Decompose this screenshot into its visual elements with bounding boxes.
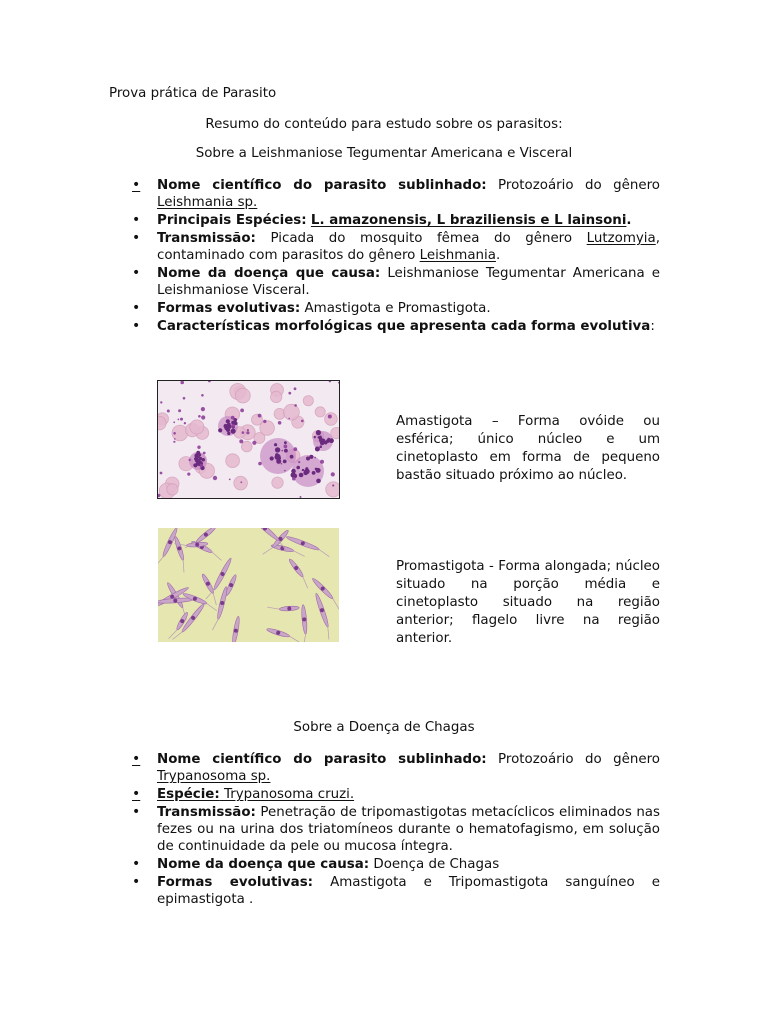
parasite-dot <box>160 472 163 475</box>
parasite-dot <box>173 441 175 443</box>
item-label: Formas evolutivas: <box>157 301 301 316</box>
bullet-icon: • <box>132 751 141 767</box>
list-item <box>130 318 660 335</box>
parasite-dot <box>173 421 175 423</box>
item-label: Características morfológicas que apresenta cada forma evolutiva <box>157 319 651 334</box>
amastigote-dot <box>194 458 197 461</box>
item-text: . <box>495 248 501 263</box>
parasite-dot <box>201 415 205 419</box>
item-label: Espécie: <box>157 787 220 802</box>
red-blood-cell <box>260 421 275 436</box>
parasite-dot <box>320 460 324 464</box>
item-text: Doença de Chagas <box>369 857 500 872</box>
parasite-dot <box>278 421 282 425</box>
parasite-dot <box>184 422 186 424</box>
document-title: Prova prática de Parasito <box>109 86 277 101</box>
item-label: Nome científico do parasito sublinhado: <box>157 752 487 767</box>
amastigote-dot <box>231 429 236 434</box>
parasite-dot <box>231 424 235 428</box>
amastigote-dot <box>319 437 322 440</box>
parasite-dot <box>292 477 296 481</box>
parasite-dot <box>284 470 286 472</box>
bullet-icon: • <box>132 300 141 316</box>
list-item <box>130 751 660 785</box>
parasite-dot <box>332 484 334 486</box>
item-label: Nome da doença que causa: <box>157 266 381 281</box>
parasite-dot <box>200 464 203 467</box>
parasite-dot <box>239 439 243 443</box>
parasite-dot <box>178 409 181 412</box>
red-blood-cell <box>272 477 283 488</box>
parasite-dot <box>201 394 204 397</box>
amastigote-dot <box>270 456 274 460</box>
item-text: , contaminado com parasitos do gênero <box>157 231 660 263</box>
amastigote-dot <box>314 436 316 438</box>
item-underlined: Leishmania <box>419 248 496 263</box>
amastigote-dot <box>299 473 304 478</box>
item-underlined: Lutzomyia <box>586 231 656 246</box>
parasite-dot <box>331 472 335 476</box>
parasite-dot <box>328 415 332 419</box>
parasite-dot <box>160 401 162 403</box>
parasite-dot <box>298 461 300 463</box>
red-blood-cell <box>242 441 253 452</box>
parasite-dot <box>197 446 200 449</box>
red-blood-cell <box>226 454 240 468</box>
red-blood-cell <box>284 404 300 420</box>
red-blood-cell <box>326 482 339 497</box>
parasite-dot <box>263 420 266 423</box>
parasite-dot <box>258 462 262 466</box>
list-item <box>130 804 660 855</box>
item-suffix: . <box>626 213 632 228</box>
parasite-dot <box>284 445 288 449</box>
red-blood-cell <box>234 476 248 490</box>
amastigote-dot <box>296 466 300 470</box>
parasite-dot <box>240 409 244 413</box>
list-item <box>130 300 660 317</box>
amastigote-dot <box>306 457 310 461</box>
amastigote-dot <box>196 460 200 464</box>
amastigote-dot <box>305 467 308 470</box>
list-item <box>130 265 660 299</box>
bullet-icon: • <box>132 874 141 890</box>
item-label: Transmissão: <box>157 231 256 246</box>
item-text: Protozoário do gênero <box>486 178 660 193</box>
red-blood-cell <box>236 388 251 403</box>
parasite-dot <box>293 447 297 451</box>
leishmaniose-list <box>130 177 660 336</box>
amastigote-dot <box>319 445 322 448</box>
parasite-dot <box>203 452 206 455</box>
parasite-dot <box>314 457 316 459</box>
parasite-dot <box>288 392 291 395</box>
red-blood-cell <box>325 413 338 426</box>
parasite-dot <box>167 410 170 413</box>
amastigote-dot <box>226 419 230 423</box>
parasite-dot <box>183 397 186 400</box>
list-item <box>130 212 660 229</box>
item-text: Amastigota e Tripomastigota sanguíneo e epimastigota . <box>157 875 660 907</box>
amastigote-dot <box>317 469 320 472</box>
chagas-list <box>130 751 660 909</box>
parasite-dot <box>252 441 256 445</box>
bullet-icon: • <box>132 318 141 334</box>
amastigota-micrograph <box>157 380 340 499</box>
item-text: Penetração de tripomastigotas metacíclicos eliminados nas fezes ou na urina dos triatomíneos durante o hematofagismo, em solução de continuidade da pele ou mucosa íntegra. <box>157 805 660 854</box>
list-item <box>130 230 660 264</box>
promastigota-micrograph <box>158 528 339 642</box>
parasite-dot <box>189 459 191 461</box>
red-blood-cell <box>190 420 204 434</box>
parasite-dot <box>242 431 245 434</box>
amastigote-dot <box>193 463 197 467</box>
bullet-icon: • <box>132 856 141 872</box>
parasite-dot <box>247 429 249 431</box>
parasite-dot <box>178 419 180 421</box>
amastigote-dot <box>316 479 321 484</box>
item-text: Protozoário do gênero <box>486 752 660 767</box>
amastigote-dot <box>316 430 321 435</box>
red-blood-cell <box>303 396 313 406</box>
amastigote-dot <box>315 447 320 452</box>
amastigote-dot <box>327 438 330 441</box>
red-blood-cell <box>271 391 282 402</box>
parasite-dot <box>258 414 262 418</box>
item-label: Nome da doença que causa: <box>157 857 370 872</box>
parasite-dot <box>187 473 190 476</box>
parasite-dot <box>294 387 297 390</box>
list-item <box>130 786 660 803</box>
amastigote-dot <box>315 468 318 471</box>
item-underlined: Trypanosoma sp. <box>157 769 271 784</box>
parasite-dot <box>301 420 304 423</box>
promastigota-stain-illustration <box>158 528 339 642</box>
item-label: Principais Espécies: <box>157 213 307 228</box>
parasite-dot <box>201 407 205 411</box>
item-underlined: Trypanosoma cruzi. <box>224 787 355 802</box>
list-item <box>130 177 660 211</box>
amastigote-dot <box>196 454 200 458</box>
parasite-dot <box>281 463 283 465</box>
parasite-dot <box>173 432 176 435</box>
list-item <box>130 856 660 873</box>
bullet-icon: • <box>132 786 141 802</box>
item-label: Nome científico do parasito sublinhado: <box>157 178 487 193</box>
item-suffix: : <box>650 319 655 334</box>
bullet-icon: • <box>132 212 141 228</box>
amastigote-dot <box>312 471 316 475</box>
parasite-dot <box>231 416 235 420</box>
amastigote-dot <box>224 424 228 428</box>
amastigote-dot <box>303 471 308 476</box>
amastigote-dot <box>199 457 202 460</box>
parasite-dot <box>278 463 280 465</box>
bullet-icon: • <box>132 230 141 246</box>
amastigote-dot <box>283 460 287 464</box>
parasite-dot <box>288 418 290 420</box>
item-text: Amastigota e Promastigota. <box>300 301 491 316</box>
parasite-dot <box>229 479 231 481</box>
bullet-icon: • <box>132 265 141 281</box>
item-label: Formas evolutivas: <box>157 875 314 890</box>
parasite-dot <box>281 450 283 452</box>
parasite-dot <box>180 418 183 421</box>
parasite-dot <box>300 496 302 498</box>
parasite-dot <box>198 415 201 418</box>
bullet-icon: • <box>132 804 141 820</box>
amastigote-dot <box>290 455 294 459</box>
item-label: Transmissão: <box>157 805 256 820</box>
bullet-icon: • <box>132 177 141 193</box>
amastigote-dot <box>275 447 280 452</box>
item-text: Leishmaniose Tegumentar Americana e Leishmaniose Visceral. <box>157 266 660 298</box>
red-blood-cell <box>315 407 325 417</box>
amastigota-stain-illustration <box>158 381 339 498</box>
document-subtitle: Resumo do conteúdo para estudo sobre os parasitos: <box>205 117 563 132</box>
list-item <box>130 874 660 908</box>
item-underlined: L. amazonensis, L braziliensis e L lainsoni <box>310 213 627 228</box>
amastigote-dot <box>276 454 280 458</box>
amastigote-dot <box>218 428 222 432</box>
amastigota-description: Amastigota – Forma ovóide ou esférica; único núcleo e um cinetoplasto em forma de pequeno bastão situado próximo ao núcleo. <box>396 414 660 483</box>
amastigote-dot <box>274 443 277 446</box>
amastigote-dot <box>196 451 200 455</box>
amastigote-dot <box>202 458 205 461</box>
amastigote-dot <box>227 432 230 435</box>
red-blood-cell <box>167 484 178 495</box>
item-underlined: Leishmania sp. <box>157 195 258 210</box>
parasite-dot <box>240 481 242 483</box>
item-text: Picada do mosquito fêmea do gênero <box>255 231 587 246</box>
amastigote-dot <box>302 469 304 471</box>
parasite-dot <box>294 404 297 407</box>
parasite-dot <box>246 431 249 434</box>
parasite-dot <box>174 438 176 440</box>
section-heading-chagas: Sobre a Doença de Chagas <box>293 720 475 735</box>
promastigota-description: Promastigota - Forma alongada; núcleo situado na porção média e cinetoplasto situado na região anterior; flagelo livre na região anterior. <box>396 559 660 646</box>
section-heading-leishmaniose: Sobre a Leishmaniose Tegumentar Americana e Visceral <box>195 146 573 161</box>
amastigote-dot <box>284 441 287 444</box>
amastigote-dot <box>284 449 288 453</box>
parasite-dot <box>213 476 217 480</box>
